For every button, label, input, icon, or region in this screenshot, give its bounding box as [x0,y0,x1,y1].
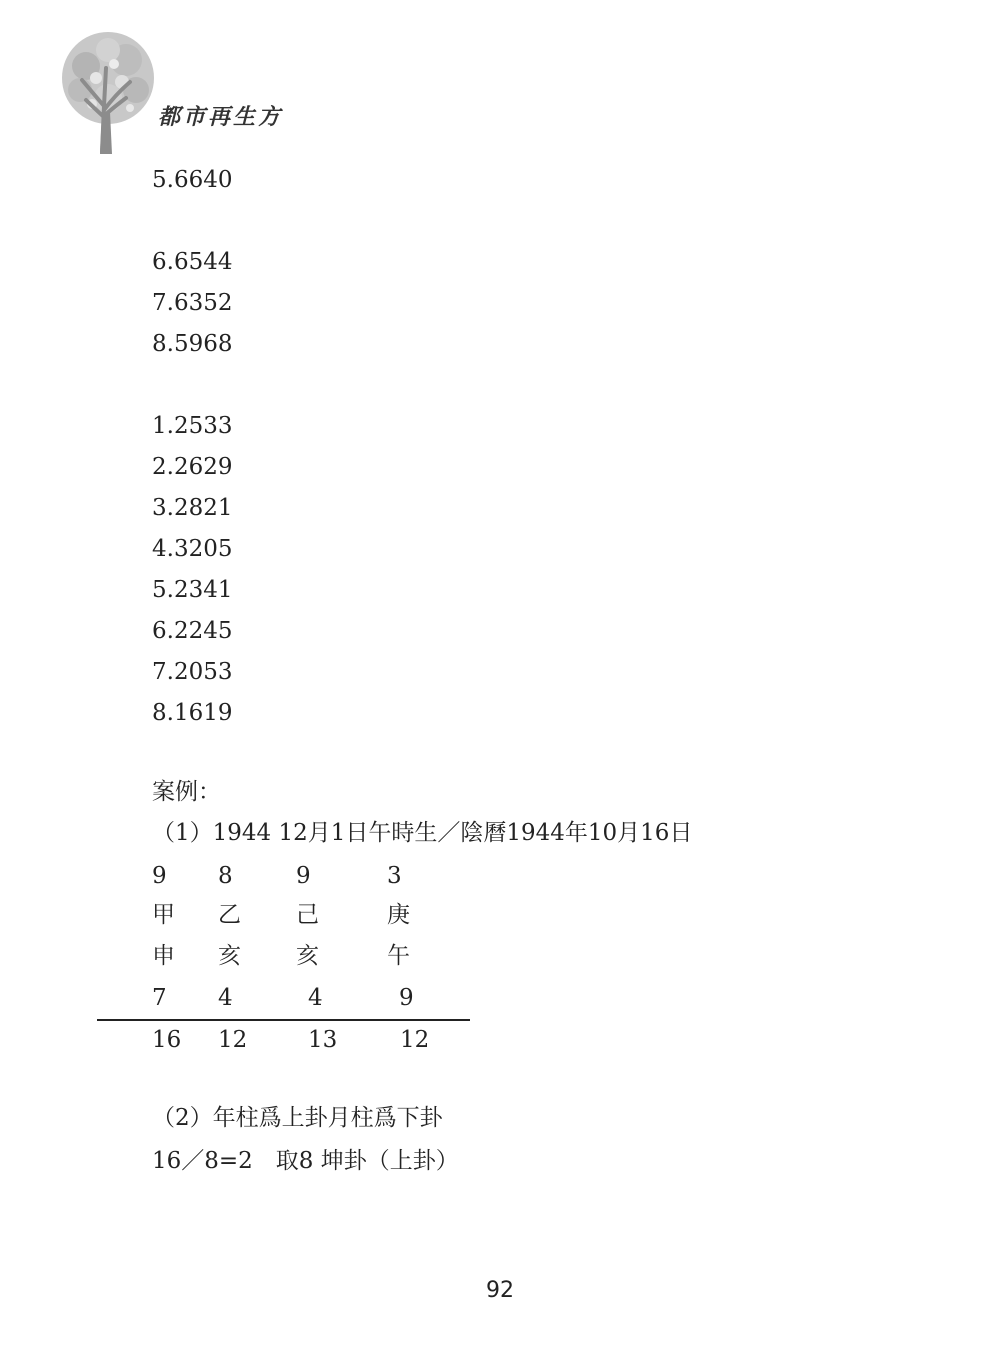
grid-cell: 7 [152,985,167,1011]
grid-cell: 9 [152,863,167,889]
grid-cell: 9 [296,863,311,889]
case-line-3: 16／8=2 取8 坤卦（上卦） [152,1148,459,1174]
grid-cell: 亥 [218,943,241,969]
case-line-1: （1）1944 12月1日午時生／陰曆1944年10月16日 [152,820,693,846]
number-line: 8.5968 [152,331,233,357]
number-line: 1.2533 [152,413,233,439]
grid-total: 12 [218,1027,248,1053]
number-line: 7.6352 [152,290,233,316]
grid-cell: 3 [387,863,402,889]
number-line: 8.1619 [152,700,233,726]
grid-cell: 己 [296,902,319,928]
tree-logo-icon [56,28,160,154]
number-line: 3.2821 [152,495,233,521]
grid-cell: 乙 [218,902,241,928]
book-title: 都市再生方 [158,105,284,130]
number-line: 4.3205 [152,536,233,562]
page-number: 92 [486,1278,514,1303]
grid-cell: 午 [387,943,410,969]
number-line: 2.2629 [152,454,233,480]
grid-total: 13 [308,1027,338,1053]
grid-cell: 甲 [152,902,175,928]
grid-total: 16 [152,1027,182,1053]
grid-cell: 9 [399,985,414,1011]
grid-cell: 申 [152,943,175,969]
grid-cell: 8 [218,863,233,889]
number-line: 6.2245 [152,618,233,644]
case-heading: 案例： [152,779,221,805]
grid-cell: 4 [218,985,233,1011]
grid-cell: 庚 [387,902,410,928]
grid-total: 12 [400,1027,430,1053]
number-line: 5.6640 [152,167,233,193]
grid-cell: 4 [308,985,323,1011]
number-line: 5.2341 [152,577,233,603]
number-line: 6.6544 [152,249,233,275]
sum-divider [97,1019,470,1021]
case-line-2: （2）年柱爲上卦月柱爲下卦 [152,1105,443,1131]
grid-cell: 亥 [296,943,319,969]
number-line: 7.2053 [152,659,233,685]
